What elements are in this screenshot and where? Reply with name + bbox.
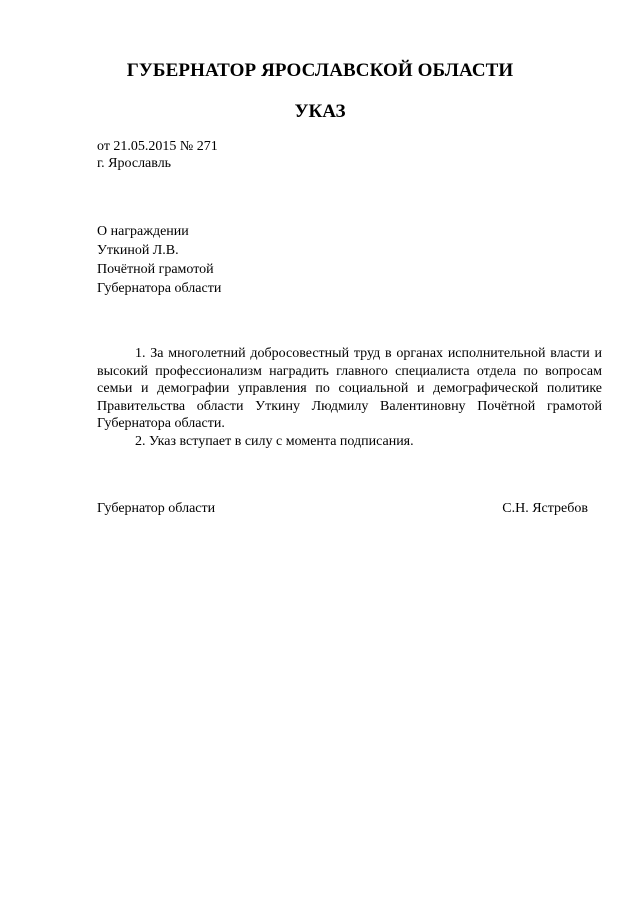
document-body (97, 345, 602, 450)
authority-title: ГУБЕРНАТОР ЯРОСЛАВСКОЙ ОБЛАСТИ (126, 60, 514, 81)
subject-line: О награждении (97, 224, 189, 239)
subject-line: Уткиной Л.В. (97, 243, 179, 258)
signatory-name: С.Н. Ястребов (502, 501, 588, 516)
document-type: УКАЗ (294, 101, 346, 122)
document-meta (97, 138, 218, 172)
document-subject (97, 222, 221, 298)
subject-line: Губернатора области (97, 281, 222, 296)
paragraph: 1. За многолетний добросовестный труд в органах исполнительной власти и высокий профессионализм наградить главного специалиста отдела по вопросам семьи и демографии управления по социальной и демографической политике Правительства области Уткину Людмилу Валентиновну Почётной грамотой Губернатора области. (97, 346, 602, 431)
date-number: от 21.05.2015 № 271 (97, 139, 218, 154)
signature-block (97, 501, 588, 517)
subject-line: Почётной грамотой (97, 262, 214, 277)
paragraph: 2. Указ вступает в силу с момента подписания. (135, 433, 414, 449)
signatory-position: Губернатор области (97, 501, 216, 516)
city: г. Ярославль (97, 156, 172, 171)
